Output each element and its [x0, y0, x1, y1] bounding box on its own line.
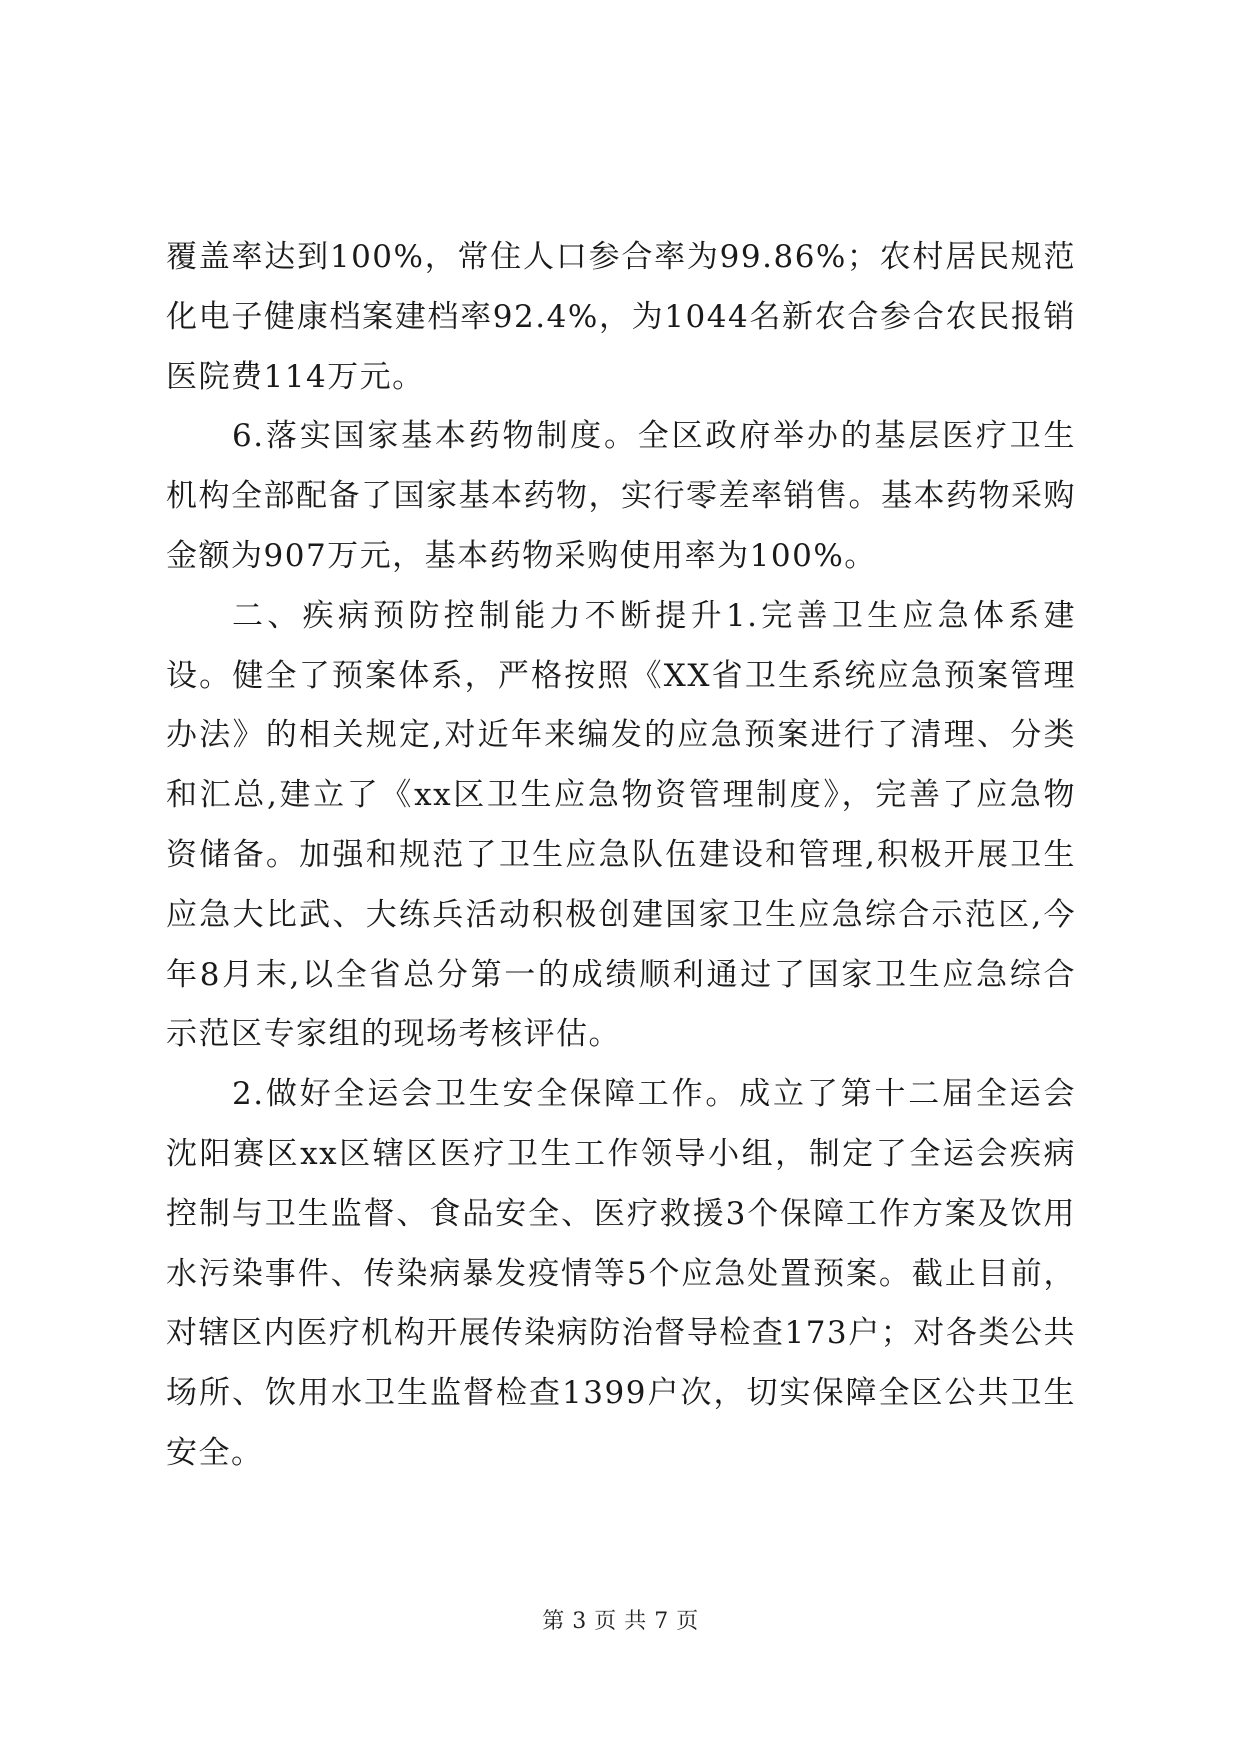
paragraph-4: 2.做好全运会卫生安全保障工作。成立了第十二届全运会沈阳赛区xx区辖区医疗卫生工作领导小组，制定了全运会疾病控制与卫生监督、食品安全、医疗救援3个保障工作方案及饮用水污染事件、传染病暴发疫情等5个应急处置预案。截止目前，对辖区内医疗机构开展传染病防治督导检查173户；对各类公共场所、饮用水卫生监督检查1399户次，切实保障全区公共卫生安全。	[166, 1076, 1076, 1471]
paragraph-1: 覆盖率达到100%，常住人口参合率为99.86%；农村居民规范化电子健康档案建档率92.4%，为1044名新农合参合农民报销医院费114万元。	[166, 239, 1076, 395]
page-number-label: 第 3 页 共 7 页	[542, 1609, 699, 1634]
paragraph-3: 二、疾病预防控制能力不断提升1.完善卫生应急体系建设。健全了预案体系，严格按照《XX省卫生系统应急预案管理办法》的相关规定,对近年来编发的应急预案进行了清理、分类和汇总,建立了《xx区卫生应急物资管理制度》，完善了应急物资储备。加强和规范了卫生应急队伍建设和管理,积极开展卫生应急大比武、大练兵活动积极创建国家卫生应急综合示范区,今年8月末,以全省总分第一的成绩顺利通过了国家卫生应急综合示范区专家组的现场考核评估。	[166, 597, 1076, 1053]
paragraph-2: 6.落实国家基本药物制度。全区政府举办的基层医疗卫生机构全部配备了国家基本药物，实行零差率销售。基本药物采购金额为907万元，基本药物采购使用率为100%。	[166, 418, 1076, 574]
document-body	[166, 228, 1076, 1484]
page-footer	[0, 1604, 1241, 1635]
